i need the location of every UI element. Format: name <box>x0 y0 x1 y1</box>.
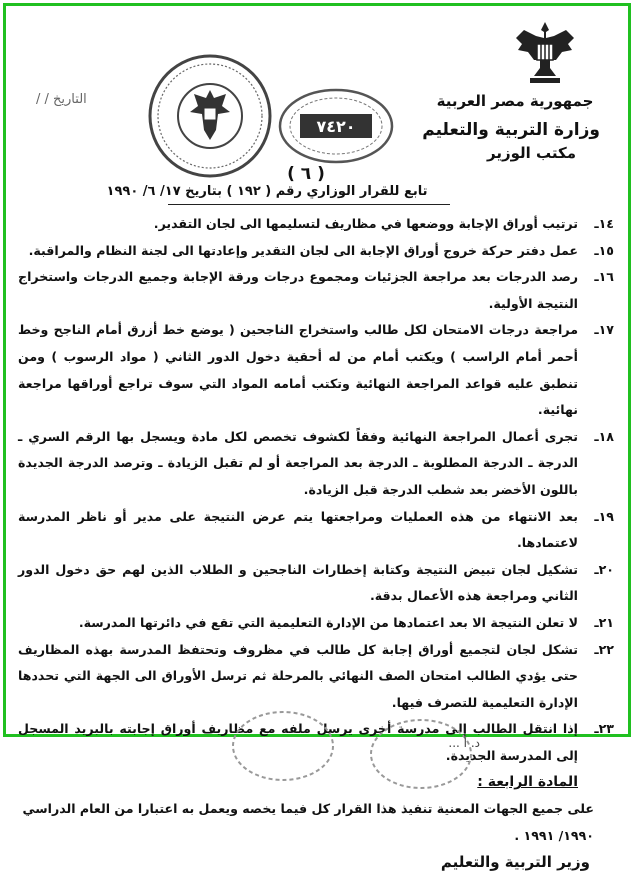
item-text: لا تعلن النتيجة الا بعد اعتمادها من الإدارة التعليمية التي تقع في دائرتها المدرسة. <box>78 614 578 630</box>
minister-signature-title: وزير التربية والتعليم <box>440 853 590 872</box>
item-number: ٢١ـ <box>594 614 614 630</box>
article-four-text: على جميع الجهات المعنية تنفيذ هذا القرار كل فيما يخصه ويعمل به اعتبارا من العام الدراسي ١٩٩٠/ ١٩٩١ . <box>22 801 594 843</box>
item-number: ٢٣ـ <box>594 721 614 737</box>
ministry-header <box>420 92 610 162</box>
item-text: تشكل لجان لتجميع أوراق إجابة كل طالب في مظروف وتحتفظ المدرسة بهذه المظاريف حتى يؤدي الطالب امتحان الصف النهائي بالمرحلة ثم ترسل الأوراق الى الجهة التي تحددها الإدارة التعليمية للتصرف فيها. <box>18 641 578 710</box>
list-item <box>18 610 614 637</box>
item-text: مراجعة درجات الامتحان لكل طالب واستخراج الناجحين ( يوضع خط أزرق أمام الناجح وخط أحمر أمام الراسب ) ويكتب أمام من له أحقية دخول الدور الثاني ( مواد الرسوب ) ومن تنطبق عليه قواعد المراجعة النهائية وتكتب أمامه المواد التي سوف تراجع أوراقها مراجعة نهائية. <box>18 322 578 418</box>
decree-underline <box>168 204 450 205</box>
article-four-title: المادة الرابعة : <box>477 774 578 791</box>
item-number: ١٧ـ <box>594 322 614 338</box>
item-text: تشكيل لجان تبيض النتيجة وكتابة إخطارات الناجحين و الطلاب الذين لهم حق دخول الدور الثاني ومراجعة هذه الأعمال بدقة. <box>18 561 578 604</box>
item-number: ١٨ـ <box>594 428 614 444</box>
item-number: ١٦ـ <box>594 269 614 285</box>
eagle-emblem-icon <box>510 16 580 86</box>
page-number: ( ٦ ) <box>287 164 325 184</box>
list-item <box>18 637 614 717</box>
item-number: ١٥ـ <box>594 242 614 258</box>
item-number: ١٤ـ <box>594 216 614 231</box>
minister-name-partial: د. أ ... <box>448 736 480 750</box>
ministry-round-seal-icon <box>146 52 274 180</box>
document-page <box>3 3 631 872</box>
item-text: بعد الانتهاء من هذه العمليات ومراجعتها يتم عرض النتيجة على مدير أو ناظر المدرسة لاعتمادها. <box>18 508 578 551</box>
list-item <box>18 424 614 504</box>
item-text: تجرى أعمال المراجعة النهائية وفقاً لكشوف تخصص لكل مادة ويسجل بها الرقم السري ـ الدرجة ـ الدرجة المطلوبة ـ الدرجة بعد المراجعة أو لم تقبل الزيادة ـ وترصد الدرجة الجديدة باللون الأخضر بعد شطب الدرجة قبل الزيادة. <box>18 428 578 497</box>
item-number: ١٩ـ <box>594 508 614 524</box>
list-item <box>18 317 614 423</box>
item-text: رصد الدرجات بعد مراجعة الجزئيات ومجموع درجات ورقة الإجابة وجميع الدرجات واستخراج النتيجة الأولية. <box>18 269 578 311</box>
item-text: عمل دفتر حركة خروج أوراق الإجابة الى لجان التقدير وإعادتها الى لجنة النظام والمراقبة. <box>28 242 578 258</box>
registration-number-stamp-icon <box>276 86 396 166</box>
item-text: ترتيب أوراق الإجابة ووضعها في مظاريف لتسليمها الى لجان التقدير. <box>153 216 578 231</box>
decree-title: تابع للقرار الوزاري رقم ( ١٩٢ ) بتاريخ ١٧/ ٦/ ١٩٩٠ <box>106 184 428 199</box>
office-name: مكتب الوزير <box>486 144 576 162</box>
item-text: إذا انتقل الطالب إلى مدرسة أخرى يرسل ملفه مع مظاريف أوراق إجابته بالبريد المسجل إلى المدرسة الجديدة. <box>18 721 578 763</box>
list-item <box>18 211 614 238</box>
list-item <box>18 504 614 557</box>
bottom-seal-icon <box>228 706 338 766</box>
list-item <box>18 557 614 610</box>
decree-body <box>18 211 614 876</box>
stamp-number: ٧٤٢٠ <box>316 117 356 136</box>
item-number: ٢٠ـ <box>594 561 614 577</box>
country-name: جمهورية مصر العربية <box>436 92 594 110</box>
list-item <box>18 238 614 265</box>
list-item <box>18 264 614 317</box>
item-number: ٢٢ـ <box>594 641 614 657</box>
date-label: التاريخ / / <box>36 92 87 107</box>
ministry-name: وزارة التربية والتعليم <box>422 120 600 140</box>
